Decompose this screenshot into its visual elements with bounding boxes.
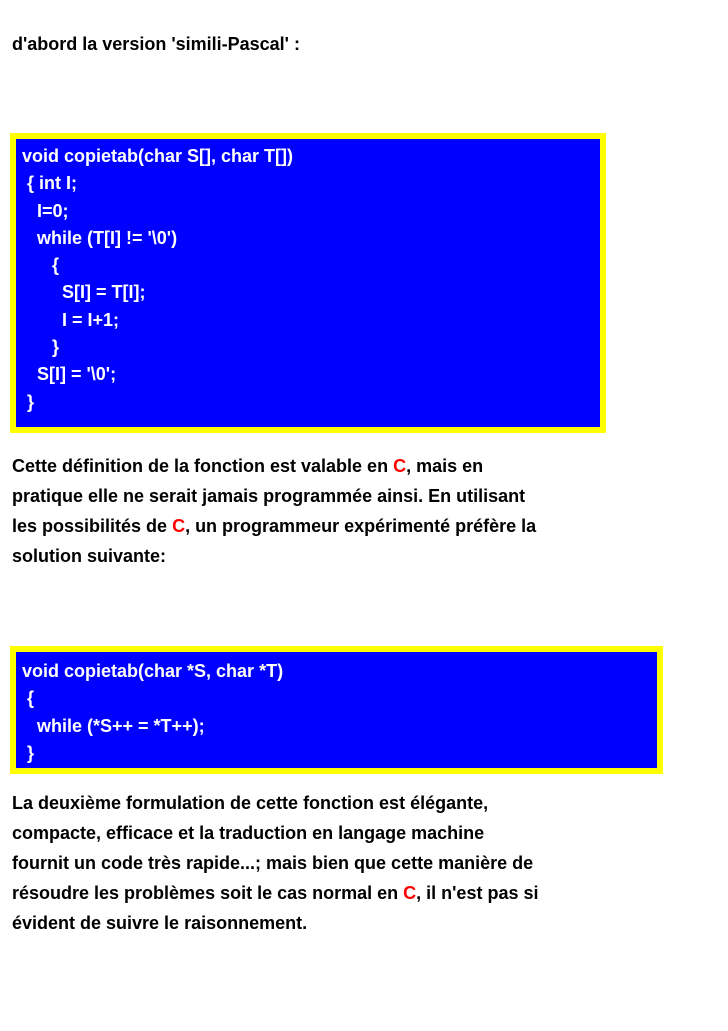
code-line: { bbox=[22, 688, 35, 709]
code-line: while (*S++ = *T++); bbox=[22, 715, 205, 736]
code-line: } bbox=[22, 391, 35, 412]
paragraph-explanation bbox=[12, 451, 724, 571]
paragraph-line bbox=[12, 481, 724, 511]
line-text: les possibilités de bbox=[12, 516, 173, 536]
code-line: void copietab(char *S, char *T) bbox=[22, 661, 284, 681]
paragraph-line bbox=[12, 451, 724, 481]
line-text: compacte, efficace et la traduction en langage machine bbox=[12, 823, 485, 843]
c-highlight: C bbox=[403, 883, 417, 903]
line-text: Cette définition de la fonction est valable en bbox=[12, 456, 394, 476]
line-text: solution suivante: bbox=[12, 546, 167, 566]
code-line: while (T[I] != '\0') bbox=[22, 227, 178, 248]
code-line: I=0; bbox=[22, 200, 69, 221]
paragraph-line bbox=[12, 818, 724, 848]
code-line: S[I] = T[I]; bbox=[22, 282, 146, 303]
line-text: pratique elle ne serait jamais programmée ainsi. En utilisant bbox=[12, 486, 526, 506]
paragraph-conclusion bbox=[12, 788, 724, 938]
code-line: } bbox=[22, 742, 35, 763]
code-line: { bbox=[22, 255, 60, 276]
code-line: S[I] = '\0'; bbox=[22, 364, 117, 385]
line-text: évident de suivre le raisonnement. bbox=[12, 913, 308, 933]
line-text: La deuxième formulation de cette fonction est élégante, bbox=[12, 793, 489, 813]
line-text: , il n'est pas si bbox=[416, 883, 539, 903]
code-block-pascal-style bbox=[10, 133, 606, 433]
code-line: void copietab(char S[], char T[]) bbox=[22, 146, 294, 166]
line-text: , un programmeur expérimenté préfère la bbox=[185, 516, 537, 536]
line-text: résoudre les problèmes soit le cas normal en bbox=[12, 883, 404, 903]
paragraph-line bbox=[12, 511, 724, 541]
code-block-c-style bbox=[10, 646, 663, 774]
paragraph-line bbox=[12, 908, 724, 938]
code-line: { int I; bbox=[22, 173, 77, 194]
code-line: } bbox=[22, 337, 60, 358]
line-text: fournit un code très rapide...; mais bien que cette manière de bbox=[12, 853, 534, 873]
paragraph-line bbox=[12, 878, 724, 908]
line-text: , mais en bbox=[406, 456, 484, 476]
code-line: I = I+1; bbox=[22, 309, 120, 330]
paragraph-line bbox=[12, 541, 724, 571]
paragraph-line bbox=[12, 788, 724, 818]
paragraph-line bbox=[12, 848, 724, 878]
c-highlight: C bbox=[393, 456, 407, 476]
intro-text: d'abord la version 'simili-Pascal' : bbox=[12, 34, 300, 54]
c-highlight: C bbox=[172, 516, 186, 536]
